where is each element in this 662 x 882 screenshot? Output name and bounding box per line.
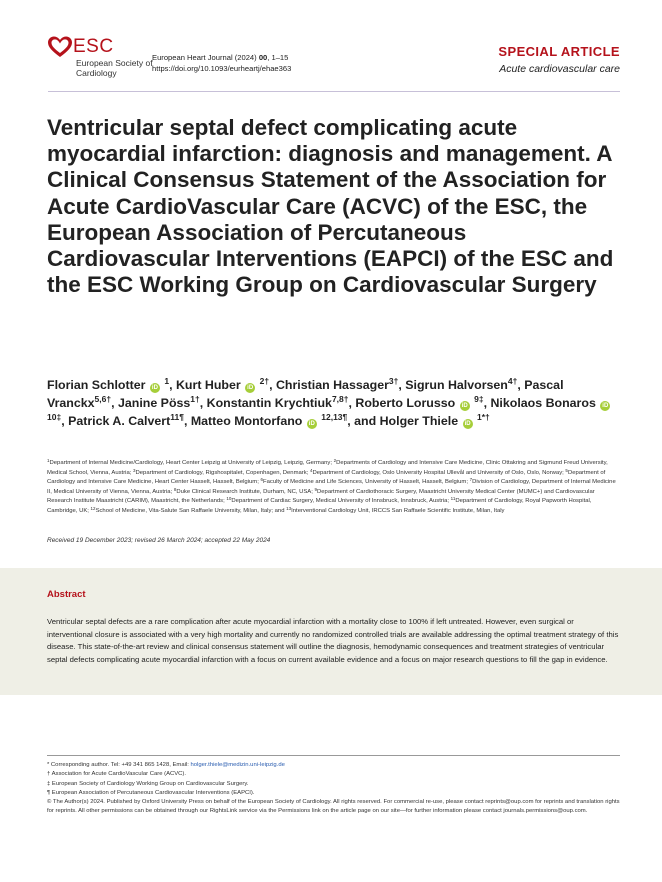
author-entry: Konstantin Krychtiuk$^{7,8\dagger}$, (206, 394, 356, 410)
affiliation-text: Department of Cardiology and Intensive Care Medicine, Heart Center Hasselt, Hasselt, Belgium; (47, 469, 606, 486)
affiliation-text: Department of Cardiology, Royal Papworth Hospital, Cambridge, UK; (47, 498, 592, 514)
author-entry: Florian Schlotter iD $^1$, (47, 376, 176, 392)
affiliation-text: Department of Internal Medicine/Cardiology, Heart Center Leipzig at University of Leipzig, Leipzig, Germany; (49, 460, 334, 466)
author-name: Kurt Huber (175, 378, 241, 392)
author-affiliation-marker: 9‡ (474, 394, 484, 404)
affiliation-number: 11 (450, 496, 456, 502)
journal-volume: 00 (258, 53, 268, 62)
author-entry: Matteo Montorfano iD $^{12,13\P}$, (190, 412, 355, 428)
author-name: Pascal Vranckx (47, 378, 564, 410)
affiliation-number: 6 (260, 477, 263, 483)
affiliation-number: 3 (133, 467, 136, 473)
author-name: Nikolaos Bonaros (490, 396, 596, 410)
journal-pages: , 1–15 (267, 53, 289, 62)
received-dates: Received 19 December 2023; revised 26 March 2024; accepted 22 May 2024 (47, 537, 271, 544)
author-entry: Roberto Lorusso iD $^{9\ddagger}$, (355, 394, 491, 410)
abstract-body: Ventricular septal defects are a rare complication after acute myocardial infarction with a mortality close to 100% if left untreated. However, even surgical or interventional closure is associated with a very high mortality and currently no randomized controlled trials are available addressing the optimal treatment strategy of this disease. This state-of-the-art review and clinical consensus statement will outline the diagnosis, hemodynamic consequences and treatment strategies of ventricular septal defects complicating acute myocardial infarction with a focus on current available evidence and a focus on major research questions to fill the gap in evidence. (47, 617, 619, 664)
author-affiliation-marker: 2† (259, 376, 270, 386)
author-name: Roberto Lorusso (355, 396, 456, 410)
author-name: and Holger Thiele (354, 414, 459, 428)
logo-subtitle: European Society of Cardiology (76, 58, 153, 78)
affiliation-text: Department of Cardiology, Oslo University Hospital Ullevål and University of Oslo, Oslo, Norway; (312, 469, 566, 476)
footnote-divider (47, 755, 620, 756)
author-affiliation-marker: 5,6† (94, 394, 112, 404)
article-section: Acute cardiovascular care (499, 63, 620, 75)
author-entry: Patrick A. Calvert$^{11\P}$, (68, 412, 191, 428)
author-entry: Kurt Huber iD $^{2\dagger}$, (175, 376, 276, 392)
orcid-icon[interactable]: iD (151, 385, 158, 391)
affiliation-text: Duke Clinical Research Institute, Durham, NC, USA; (176, 488, 315, 495)
affiliation-text: Departments of Cardiology and Intensive Care Medicine, Clinic Ottakring and Sigmund Freud University, Medical School, Vienna, Austria; (47, 460, 608, 476)
header-divider (48, 91, 620, 92)
footnote-ddagger: ‡ European Society of Cardiology Working Group on Cardiovascular Surgery. (47, 780, 249, 787)
corresponding-label: * Corresponding author. Tel: +49 341 865 1428, Email: (47, 762, 191, 768)
author-entry: Pascal Vranckx$^{5,6\dagger}$, (47, 378, 564, 410)
affiliation-number: 10 (226, 496, 232, 502)
affiliation-text: Division of Cardiology, Department of Internal Medicine II, Medical University of Vienna, Vienna, Austria; (47, 479, 616, 495)
orcid-icon[interactable]: iD (461, 403, 468, 409)
affiliation-number: 1 (47, 458, 50, 463)
affiliation-number: 7 (469, 477, 473, 483)
heart-icon (48, 36, 72, 58)
affiliation-number: 8 (173, 486, 177, 492)
orcid-icon[interactable]: iD (464, 421, 471, 427)
author-affiliation-marker: 10‡ (47, 412, 62, 422)
footnote-para: ¶ European Association of Percutaneous Cardiovascular Interventions (EAPCI). (47, 789, 255, 796)
author-name: Christian Hassager (275, 378, 389, 392)
journal-name: European Heart Journal (2024) (152, 53, 259, 62)
orcid-icon[interactable]: iD (247, 385, 254, 391)
article-title: Ventricular septal defect complicating acute myocardial infarction: diagnosis and management. A Clinical Consensus Statement of the Association for Acute CardioVascular Care (ACVC) of the ESC, the European Association of Percutaneous Cardiovascular Interventions (EAPCI) of the ESC and the ESC Working Group on Cardiovascular Surgery (47, 115, 614, 298)
article-type: SPECIAL ARTICLE (498, 44, 620, 59)
affiliation-number: 13 (286, 505, 292, 511)
author-entry: Christian Hassager$^{3\dagger}$, (275, 376, 406, 392)
affiliation-number: 9 (314, 486, 318, 492)
author-affiliation-marker: 1† (190, 394, 200, 404)
affiliation-number: 2 (333, 458, 337, 463)
esc-logo (48, 34, 153, 84)
author-name: Sigrun Halvorsen (405, 378, 508, 392)
author-affiliation-marker: 4† (507, 376, 518, 386)
abstract-panel (0, 568, 662, 695)
abstract-heading: Abstract (47, 589, 86, 600)
author-name: Matteo Montorfano (190, 414, 303, 428)
footnote-dagger: † Association for Acute CardioVascular Care (ACVC). (47, 771, 187, 778)
footnotes (47, 761, 620, 817)
author-affiliation-marker: 11¶ (170, 412, 184, 422)
copyright-notice: © The Author(s) 2024. Published by Oxford University Press on behalf of the European Society of Cardiology. All rights reserved. For commercial re-use, please contact reprints@oup.com for reprints and translation rights for reprints. All other permissions can be obtained through our RightsLink service via the Permissions link on the article page on our site—for further information please contact journals.permissions@oup.com. (47, 799, 620, 815)
author-entry (354, 414, 490, 428)
affiliation-text: Interventional Cardiology Unit, IRCCS San Raffaele Scientific Institute, Milan, Italy (291, 507, 505, 514)
author-name: Patrick A. Calvert (68, 414, 171, 428)
doi-link[interactable]: https://doi.org/10.1093/eurheartj/ehae363 (152, 64, 292, 73)
author-affiliation-marker: 1 (164, 376, 170, 386)
author-entry: Sigrun Halvorsen$^{4\dagger}$, (405, 376, 525, 392)
affiliations (47, 459, 619, 517)
author-name: Konstantin Krychtiuk (206, 396, 332, 410)
author-affiliation-marker: 12,13¶ (321, 412, 348, 422)
email-link[interactable]: holger.thiele@medizin.uni-leipzig.de (190, 762, 285, 768)
author-affiliation-marker: 3† (388, 376, 399, 386)
author-name: Janine Pöss (117, 396, 191, 410)
author-entry: Nikolaos Bonaros iD $^{10\ddagger}$, (47, 396, 609, 428)
author-list (47, 376, 627, 430)
page-header (48, 34, 620, 92)
affiliation-number: 12 (90, 505, 96, 511)
affiliation-text: Department of Cardiac Surgery, Medical University of Innsbruck, Innsbruck, Austria; (231, 498, 451, 505)
affiliation-text: Department of Cardiothoracic Surgery, Maastricht University Medical Center (MUMC+) and Cardiovascular Research Institute Maastricht (CARIM), Maastricht, the Netherlands; (47, 488, 595, 505)
orcid-icon[interactable]: iD (308, 421, 315, 427)
author-name: Florian Schlotter (47, 378, 146, 392)
affiliation-text: School of Medicine, Vita-Salute San Raffaele University, Milan, Italy; and (95, 507, 287, 514)
affiliation-number: 4 (309, 467, 313, 473)
author-affiliation-marker: 1*† (477, 412, 490, 422)
corresponding-author (47, 761, 620, 770)
orcid-icon[interactable]: iD (602, 403, 609, 409)
affiliation-number: 5 (565, 467, 568, 473)
journal-citation (152, 52, 291, 74)
author-affiliation-marker: 7,8† (331, 394, 349, 404)
affiliation-text: Department of Cardiology, Rigshospitalet, Copenhagen, Denmark; (135, 469, 310, 476)
affiliation-text: Faculty of Medicine and Life Sciences, University of Hasselt, Hasselt, Belgium; (263, 479, 470, 486)
logo-text: ESC (73, 36, 114, 57)
author-entry: Janine Pöss$^{1\dagger}$, (117, 394, 207, 410)
